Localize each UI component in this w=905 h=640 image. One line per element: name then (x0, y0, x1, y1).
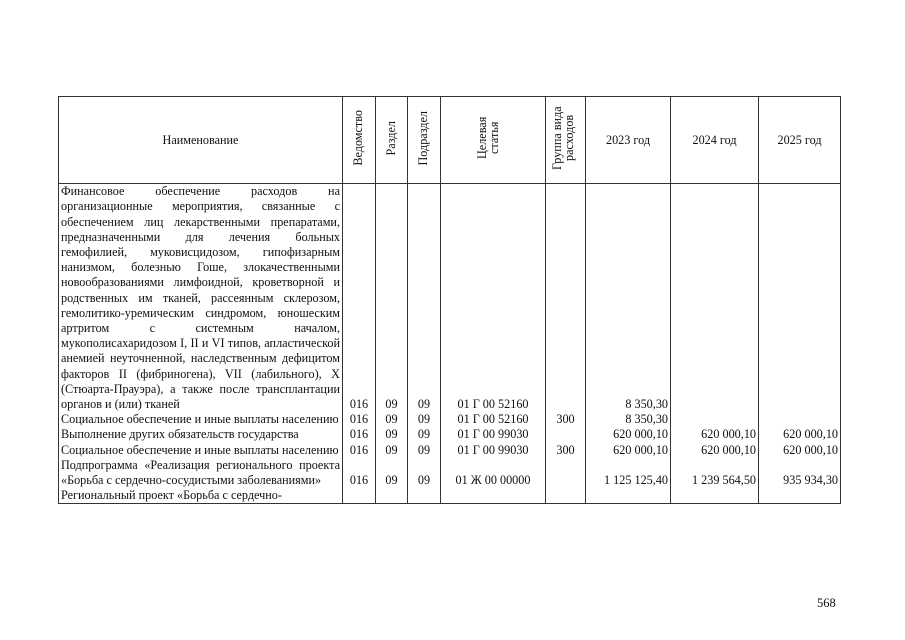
header-row (59, 97, 841, 184)
header-2025: 2025 год (759, 97, 841, 184)
row-target: 01 Ж 00 00000 (441, 458, 546, 488)
row-section: 09 (376, 184, 408, 413)
row-section: 09 (376, 412, 408, 427)
row-ministry: 016 (343, 412, 376, 427)
row-subsection: 09 (408, 184, 441, 413)
row-2025 (759, 488, 841, 504)
row-subsection: 09 (408, 458, 441, 488)
row-target: 01 Г 00 99030 (441, 443, 546, 458)
row-subsection: 09 (408, 443, 441, 458)
table-row (59, 427, 841, 442)
row-subsection: 09 (408, 427, 441, 442)
header-2024: 2024 год (671, 97, 759, 184)
row-2024: 620 000,10 (671, 443, 759, 458)
row-2024: 1 239 564,50 (671, 458, 759, 488)
row-2025: 620 000,10 (759, 443, 841, 458)
row-subsection: 09 (408, 412, 441, 427)
row-2024 (671, 488, 759, 504)
row-section: 09 (376, 443, 408, 458)
table-row (59, 184, 841, 413)
row-section (376, 488, 408, 504)
table-row (59, 488, 841, 504)
row-name: Региональный проект «Борьба с сердечно- (59, 488, 343, 504)
page-number: 568 (817, 596, 836, 610)
row-ministry: 016 (343, 443, 376, 458)
row-name: Социальное обеспечение и иные выплаты населению (59, 443, 343, 458)
row-ministry (343, 488, 376, 504)
row-2025 (759, 184, 841, 413)
row-section: 09 (376, 427, 408, 442)
row-group (546, 427, 586, 442)
row-name: Подпрограмма «Реализация регионального проекта «Борьба с сердечно-сосудистыми заболеваниями» (59, 458, 343, 488)
row-target (441, 488, 546, 504)
header-section: Раздел (376, 97, 408, 184)
header-target-article: Целевая статья (441, 97, 546, 184)
row-name: Финансовое обеспечение расходов на организационные мероприятия, связанные с обеспечением лиц лекарственными препаратами, предназначенными для лечения больных гемофилией, муковисцидозом, гипофизарным нанизмом, болезнью Гоше, злокачественными новообразованиями лимфоидной, кроветворной и родственных им тканей, рассеянным склерозом, гемолитико-уремическим синдромом, юношеским артритом с системным началом, мукополисахаридозом I, II и VI типов, апластической анемией неуточненной, наследственным дефицитом факторов II (фибриногена), VII (лабильного), X (Стюарта-Прауэра), а также после трансплантации органов и (или) тканей (59, 184, 343, 413)
budget-table (58, 96, 841, 504)
table-row (59, 443, 841, 458)
row-group (546, 184, 586, 413)
row-group: 300 (546, 443, 586, 458)
row-target: 01 Г 00 99030 (441, 427, 546, 442)
header-subsection: Подраздел (408, 97, 441, 184)
row-2025 (759, 412, 841, 427)
header-2023: 2023 год (586, 97, 671, 184)
row-section: 09 (376, 458, 408, 488)
row-2025: 620 000,10 (759, 427, 841, 442)
row-2023: 620 000,10 (586, 427, 671, 442)
header-ministry: Ведомство (343, 97, 376, 184)
row-ministry: 016 (343, 458, 376, 488)
row-subsection (408, 488, 441, 504)
row-group (546, 488, 586, 504)
header-expense-group: Группа вида расходов (546, 97, 586, 184)
row-2023 (586, 488, 671, 504)
row-target: 01 Г 00 52160 (441, 412, 546, 427)
table-row (59, 458, 841, 488)
row-ministry: 016 (343, 184, 376, 413)
row-group (546, 458, 586, 488)
table-row (59, 412, 841, 427)
row-group: 300 (546, 412, 586, 427)
row-name: Выполнение других обязательств государства (59, 427, 343, 442)
row-2025: 935 934,30 (759, 458, 841, 488)
row-ministry: 016 (343, 427, 376, 442)
row-2024: 620 000,10 (671, 427, 759, 442)
row-2024 (671, 184, 759, 413)
row-name: Социальное обеспечение и иные выплаты населению (59, 412, 343, 427)
row-2023: 1 125 125,40 (586, 458, 671, 488)
row-2023: 620 000,10 (586, 443, 671, 458)
header-name: Наименование (59, 97, 343, 184)
row-2024 (671, 412, 759, 427)
row-2023: 8 350,30 (586, 184, 671, 413)
row-target: 01 Г 00 52160 (441, 184, 546, 413)
row-2023: 8 350,30 (586, 412, 671, 427)
